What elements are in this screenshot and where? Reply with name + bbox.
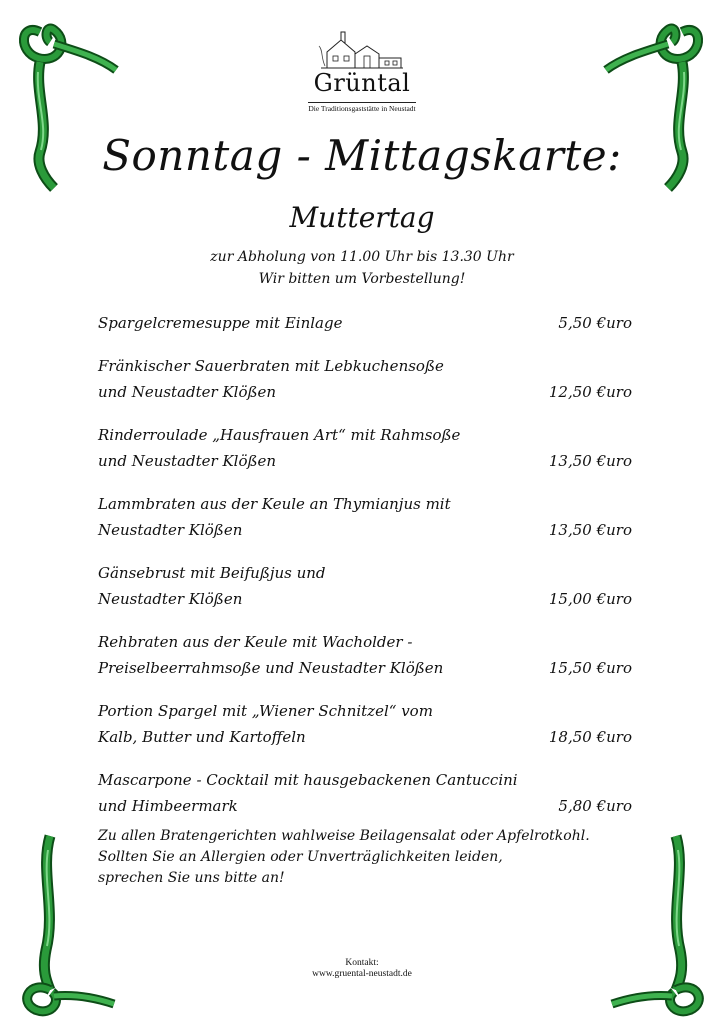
contact-label: Kontakt: [345, 958, 379, 968]
menu-item-price: 5,80 €uro [558, 797, 632, 815]
menu-item-line: Gänsebrust mit Beifußjus und [98, 564, 326, 582]
menu-item-price: 18,50 €uro [548, 728, 632, 746]
note-line: Zu allen Bratengerichten wahlweise Beilagensalat oder Apfelrotkohl. [98, 828, 590, 844]
menu-item [98, 491, 632, 543]
logo-tagline: Die Traditionsgaststätte in Neustadt [308, 104, 416, 113]
menu-item-price: 13,50 €uro [548, 452, 632, 470]
house-icon [317, 28, 407, 70]
menu-item-line: Neustadter Klößen [98, 590, 243, 608]
menu-item-line: Rehbraten aus der Keule mit Wacholder - [98, 633, 413, 651]
note-line: Sollten Sie an Allergien oder Unverträglichkeiten leiden, [98, 849, 503, 865]
logo-name: Grüntal [313, 69, 411, 97]
pickup-time: zur Abholung von 11.00 Uhr bis 13.30 Uhr [210, 249, 514, 265]
website-link[interactable]: www.gruental-neustadt.de [312, 969, 412, 979]
page-title: Sonntag - Mittagskarte: [102, 131, 622, 180]
menu-item-price: 5,50 €uro [558, 314, 632, 332]
menu-item-price: 12,50 €uro [548, 383, 632, 401]
menu-item [98, 422, 632, 474]
menu-item-price: 15,50 €uro [548, 659, 632, 677]
menu-item-line: Neustadter Klößen [98, 521, 243, 539]
menu-list [98, 310, 632, 819]
menu-item-line: Spargelcremesuppe mit Einlage [98, 314, 343, 332]
menu-item-price: 13,50 €uro [548, 521, 632, 539]
menu-item-line: Mascarpone - Cocktail mit hausgebackenen Cantuccini [98, 771, 518, 789]
menu-item-line: und Neustadter Klößen [98, 452, 277, 470]
logo-block [0, 28, 724, 115]
menu-item-line: und Himbeermark [98, 797, 238, 815]
page-subtitle: Muttertag [289, 201, 435, 234]
side-dish-allergy-note [98, 826, 638, 889]
menu-item [98, 629, 632, 681]
menu-item-line: Rinderroulade „Hausfrauen Art“ mit Rahmsoße [98, 426, 461, 444]
menu-item-line: Lammbraten aus der Keule an Thymianjus mit [98, 495, 451, 513]
note-line: sprechen Sie uns bitte an! [98, 870, 285, 886]
menu-item-line: Fränkischer Sauerbraten mit Lebkuchensoße [98, 357, 444, 375]
menu-item-line: Portion Spargel mit „Wiener Schnitzel“ vom [98, 702, 433, 720]
menu-item [98, 698, 632, 750]
pickup-info [0, 246, 724, 290]
menu-item [98, 353, 632, 405]
menu-item-line: und Neustadter Klößen [98, 383, 277, 401]
contact-block [0, 958, 724, 980]
menu-item-line: Preiselbeerrahmsoße und Neustadter Klößen [98, 659, 444, 677]
menu-item [98, 560, 632, 612]
preorder-note: Wir bitten um Vorbestellung! [258, 271, 466, 287]
menu-item [98, 767, 632, 819]
menu-item [98, 310, 632, 336]
menu-item-price: 15,00 €uro [548, 590, 632, 608]
menu-item-line: Kalb, Butter und Kartoffeln [98, 728, 306, 746]
